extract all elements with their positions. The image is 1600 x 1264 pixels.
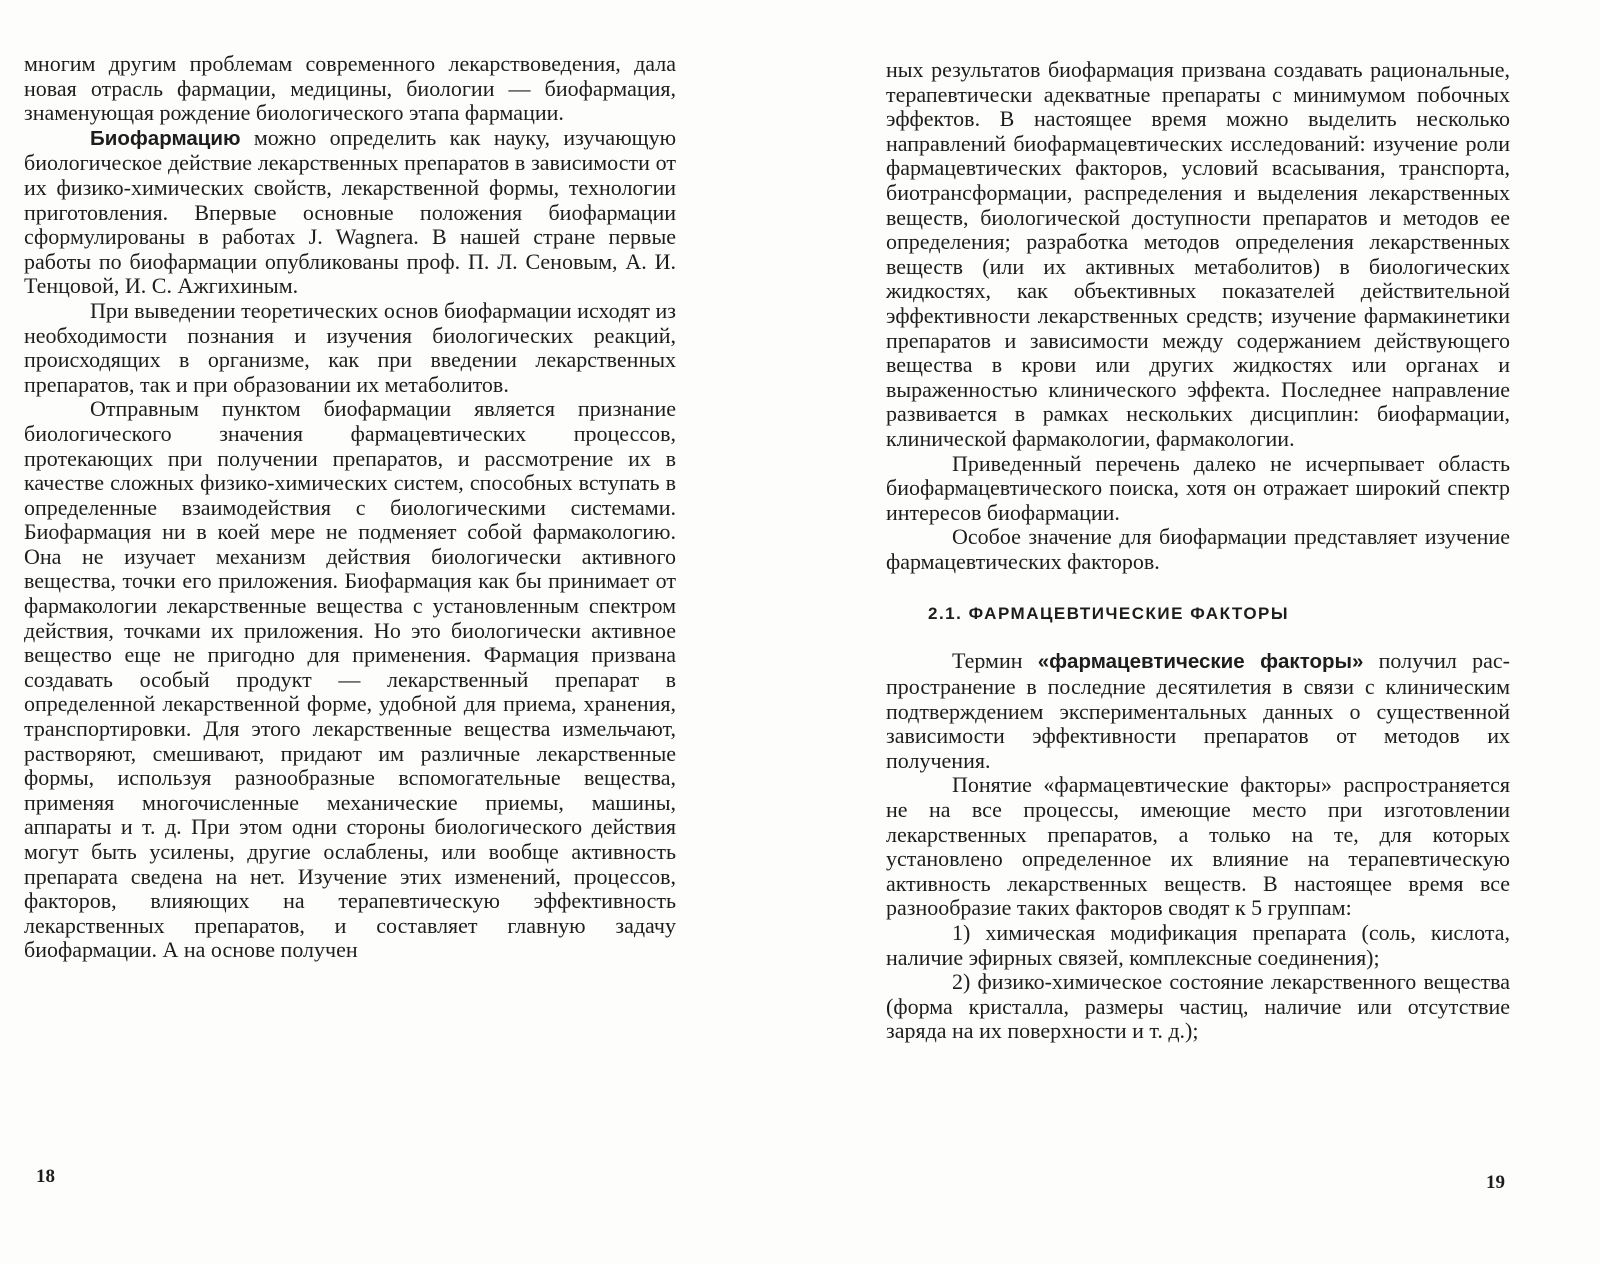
paragraph	[886, 58, 1510, 452]
paragraph	[886, 525, 1510, 574]
paragraph	[886, 452, 1510, 526]
paragraph	[24, 397, 676, 963]
defined-term: Биофармацию	[90, 126, 241, 150]
paragraph-lead: Термин	[952, 648, 1038, 674]
paragraph-text: Отправным пунктом биофармации является признание биологического значения фармацевтических процессов, протекающих при получении препаратов, и рассмотрение их в качестве сложных физико-химических систем, способных вступать в определенные взаимодействия с биологическими системами. Биофармация ни в коей мере не подменяет собой фармакологию. Она не изучает механизм действия биологически активного вещества, точки его приложения. Биофармация как бы принимает от фармакологии лекарственные вещества с установленным спектром действия, точками их приложения. Но это биологически активное вещество еще не пригодно для применения. Фармация призвана создавать особый продукт — лекарственный препарат в определенной лекарственной форме, удобной для приема, хранения, транспортировки. Для этого лекарственные вещества измельчают, растворяют, смешивают, придают им различные лекарственные формы, используя разнообразные вспомогательные вещества, применяя многочисленные механические приемы, машины, аппараты и т. д. При этом одни стороны биологического действия могут быть усилены, другие ослаблены, или вообще активность препарата сведена на нет. Изучение этих изменений, процессов, факторов, влияющих на терапевтическую эффективность лекарственных препаратов, и составляет главную задачу биофармации. А на основе получен	[24, 396, 676, 963]
paragraph	[24, 299, 676, 397]
paragraph-text: Приведенный перечень далеко не исчерпывает область биофармацевтического поиска, хотя он отражает широкий спектр интересов биофармации.	[886, 450, 1510, 525]
paragraph-text: 1) химическая модификация препарата (соль, кислота, наличие эфирных связей, комплексные соединения);	[886, 920, 1510, 970]
page-number: 19	[1486, 1172, 1505, 1193]
paragraph-text: получил распространение в последние десятилетия в связи с клиническим подтверждением экспериментальных данных о существенной зависимости эффективности препаратов от методов их получения.	[886, 648, 1510, 773]
paragraph-text: Особое значение для биофармации представляет изучение фармацевтических факторов.	[886, 524, 1510, 574]
paragraph-text: многим другим проблемам современного лекарствоведения, дала новая отрасль фармации, медицины, биологии — биофармация, знаменующая рождение биологического этапа фармации.	[24, 51, 676, 126]
paragraph-text: ных результатов биофармация призвана создавать рациональные, терапевтически адекватные препараты с минимумом побочных эффектов. В настоящее время можно выделить несколько направлений биофармацевтических исследований: изучение роли фармацевтических факторов, условий всасывания, транспорта, биотрансформации, распределения и выделения лекарственных веществ, биологической доступности препаратов и методов ее определения; разработка методов определения лекарственных веществ (или их активных метаболитов) в биологических жидкостях, как объективных показателей действительной эффективности лекарственных средств; изучение фармакинетики препаратов и зависимости между содержанием действующего вещества в крови или других жидкостях или органах и выраженностью клинического эффекта. Последнее направление развивается в рамках нескольких дисциплин: биофармации, клинической фармакологии, фармакологии.	[886, 57, 1510, 451]
paragraph-text: Понятие «фармацевтические факторы» распространяется не на все процессы, имеющие место при изготовлении лекарственных препаратов, а только на те, для которых установлено определенное их влияние на терапевтическую активность лекарственных веществ. В настоящее время все разнообразие таких факторов сводят к 5 группам:	[886, 772, 1510, 921]
paragraph	[24, 126, 676, 299]
section-heading: 2.1. ФАРМАЦЕВТИЧЕСКИЕ ФАКТОРЫ	[928, 604, 1290, 624]
list-item	[886, 970, 1510, 1044]
left-page	[24, 52, 676, 1232]
paragraph-text: 2) физико-химическое состояние лекарственного вещества (форма кристалла, размеры частиц, наличие или отсутствие заряда на их поверхности и т. д.);	[886, 969, 1510, 1044]
paragraph	[886, 773, 1510, 921]
paragraph	[886, 649, 1510, 773]
page-number: 18	[36, 1166, 55, 1187]
paragraph-text: При выведении теоретических основ биофармации исходят из необходимости познания и изучения биологических реакций, происходящих в организме, как при введении лекарственных препаратов, так и при образовании их метаболитов.	[24, 297, 676, 397]
defined-term: «фармацевтические факторы»	[1037, 650, 1364, 674]
list-item	[886, 921, 1510, 970]
paragraph	[24, 52, 676, 126]
right-page	[886, 58, 1510, 1238]
paragraph-text: можно определить как науку, изучающую биологическое действие лекарственных препаратов в зависимости от их физико-химических свойств, лекарственной формы, технологии приготовления. Впервые основные положения биофармации сформулированы в работах J. Wagnera. В нашей стране первые работы по биофармации опубликованы проф. П. Л. Сеновым, А. И. Тенцовой, И. С. Ажгихиным.	[24, 124, 676, 299]
